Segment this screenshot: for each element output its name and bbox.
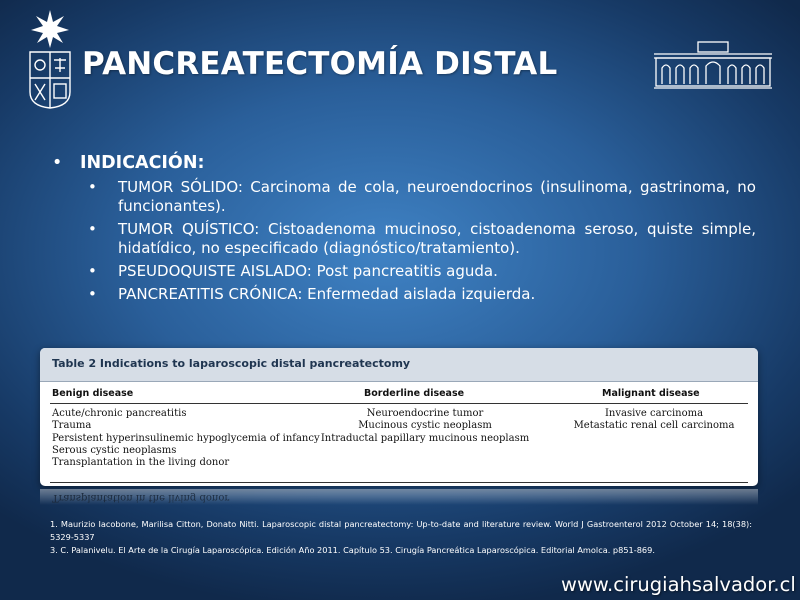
- website-url: www.cirugiahsalvador.cl: [561, 573, 796, 596]
- list-item: • TUMOR QUÍSTICO: Cistoadenoma mucinoso, cistoadenoma seroso, quiste simple, hidatídico, no especificado (diagnóstico/tratamiento).: [88, 220, 756, 257]
- table-body: [50, 404, 748, 482]
- table-cell: Persistent hyperinsulinemic hypoglycemia of infancy: [52, 432, 320, 444]
- section-heading: • INDICACIÓN:: [48, 152, 756, 174]
- table-cell: Mucinous cystic neoplasm: [358, 420, 492, 432]
- list-item: • TUMOR SÓLIDO: Carcinoma de cola, neuroendocrinos (insulinoma, gastrinoma, no funcionantes).: [88, 178, 756, 215]
- references: [50, 518, 752, 557]
- table-bottom-rule: [50, 482, 748, 483]
- table-cell: Intraductal papillary mucinous neoplasm: [320, 432, 530, 444]
- building-facade-logo: [652, 40, 774, 90]
- reference-item: 1. Maurizio Iacobone, Marilisa Citton, Donato Nitti. Laparoscopic distal pancreatectomy: Up-to-date and literature review. World J Gastroenterol 2012 October 14; 18(38): 5329-5337: [50, 519, 752, 542]
- list-item: • PSEUDOQUISTE AISLADO: Post pancreatitis aguda.: [88, 262, 498, 280]
- table-cell: Trauma: [52, 420, 92, 432]
- star-icon: [31, 10, 69, 48]
- table-cell: Transplantation in the living donor: [52, 457, 230, 469]
- benign-column: [52, 408, 320, 469]
- table-header: [50, 382, 748, 404]
- table-cell: Neuroendocrine tumor: [366, 408, 484, 419]
- table-cell: Acute/chronic pancreatitis: [52, 408, 187, 419]
- header-benign: Benign disease: [52, 388, 134, 399]
- table-cell: Invasive carcinoma: [604, 408, 704, 419]
- university-shield-logo: [26, 8, 74, 110]
- table-caption: Table 2 Indications to laparoscopic distal pancreatectomy: [40, 348, 758, 382]
- reference-item: 3. C. Palanivelu. El Arte de la Cirugía Laparoscópica. Edición Año 2011. Capítulo 53. Cirugía Pancreática Laparoscópica. Editorial Amolca. p851-869.: [50, 545, 655, 555]
- table-reflection: Transplantation in the living donor: [40, 489, 758, 505]
- borderline-column: [300, 408, 550, 445]
- indications-table: [40, 348, 758, 486]
- indication-list: [48, 152, 756, 308]
- facade-windows: [662, 62, 764, 84]
- malignant-column: [544, 408, 758, 433]
- table-cell: Serous cystic neoplasms: [52, 444, 177, 456]
- slide-title: PANCREATECTOMÍA DISTAL: [82, 46, 558, 82]
- header-borderline: Borderline disease: [364, 388, 465, 399]
- header-malignant: Malignant disease: [602, 388, 700, 399]
- table-cell: Metastatic renal cell carcinoma: [573, 420, 735, 432]
- list-item: • PANCREATITIS CRÓNICA: Enfermedad aislada izquierda.: [88, 285, 536, 303]
